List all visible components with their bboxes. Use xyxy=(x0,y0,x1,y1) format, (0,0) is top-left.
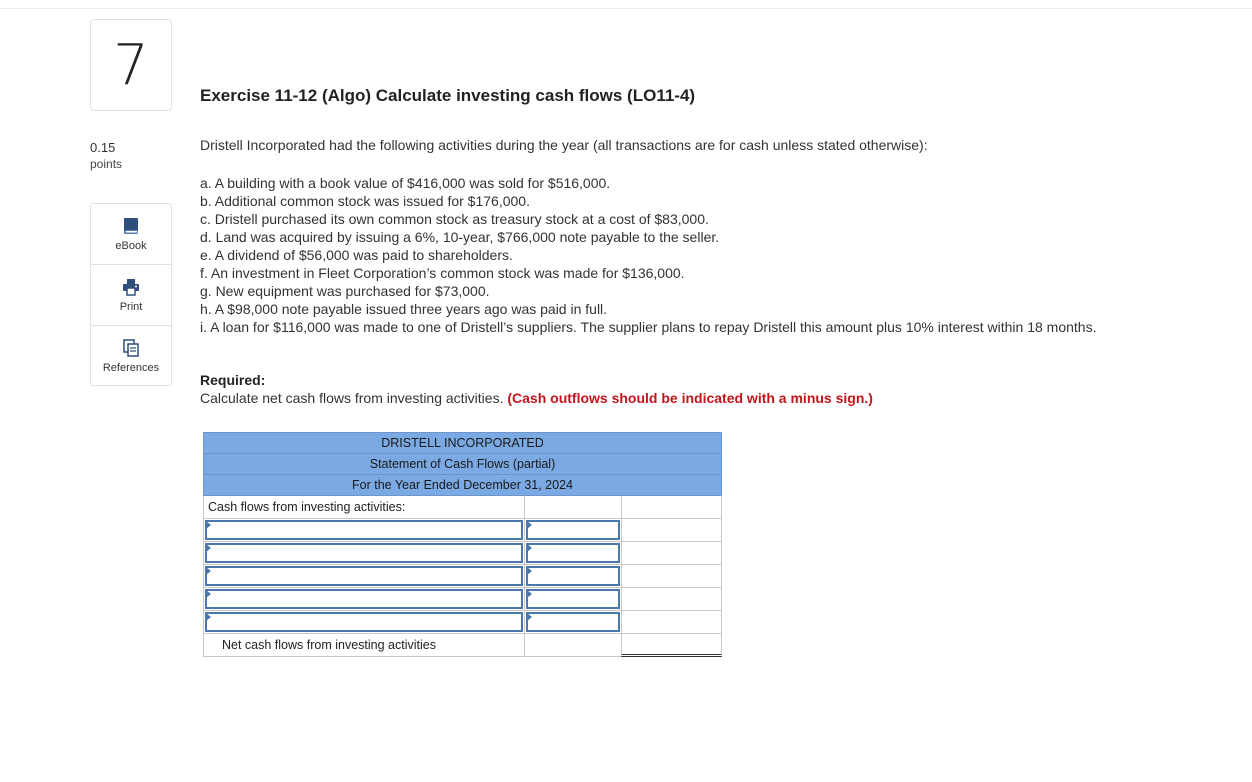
label-input-cell xyxy=(203,588,524,611)
amount-input[interactable] xyxy=(526,543,620,563)
statement-company: DRISTELL INCORPORATED xyxy=(203,432,722,454)
activity-list xyxy=(200,174,1140,336)
amount-input-cell xyxy=(524,519,621,542)
table-row xyxy=(203,542,722,565)
activity-item: i. A loan for $116,000 was made to one of Dristell’s suppliers. The supplier plans to repay Dristell this amount plus 10% interest within 18 months. xyxy=(200,319,1097,335)
references-icon xyxy=(122,339,140,357)
table-row xyxy=(203,588,722,611)
top-divider xyxy=(0,8,1252,9)
total-cell xyxy=(621,611,722,634)
required-note: (Cash outflows should be indicated with a minus sign.) xyxy=(507,390,873,406)
tool-panel xyxy=(90,203,172,386)
activity-label-input[interactable] xyxy=(205,589,523,609)
amount-input[interactable] xyxy=(526,589,620,609)
label-input-cell xyxy=(203,542,524,565)
table-row xyxy=(203,565,722,588)
label-input-cell xyxy=(203,611,524,634)
total-cell xyxy=(621,542,722,565)
amount-input-cell xyxy=(524,542,621,565)
net-label-cell xyxy=(203,634,524,657)
points-value: 0.15 xyxy=(90,140,116,155)
statement-period: For the Year Ended December 31, 2024 xyxy=(203,474,722,496)
table-row xyxy=(203,611,722,634)
activity-item: e. A dividend of $56,000 was paid to shareholders. xyxy=(200,247,513,263)
total-cell xyxy=(621,588,722,611)
required-heading: Required: xyxy=(200,372,266,388)
intro-text: Dristell Incorporated had the following activities during the year (all transactions are for cash unless stated otherwise): xyxy=(200,137,928,153)
label-input-cell xyxy=(203,519,524,542)
total-cell xyxy=(621,519,722,542)
statement-name: Statement of Cash Flows (partial) xyxy=(203,453,722,475)
references-button[interactable] xyxy=(91,326,171,387)
activity-item: h. A $98,000 note payable issued three years ago was paid in full. xyxy=(200,301,608,317)
net-total-value xyxy=(621,634,722,657)
section-label: Cash flows from investing activities: xyxy=(208,500,406,514)
amount-input-cell xyxy=(524,565,621,588)
activity-label-input[interactable] xyxy=(205,566,523,586)
amount-cell xyxy=(524,496,621,519)
amount-input[interactable] xyxy=(526,520,620,540)
activity-item: d. Land was acquired by issuing a 6%, 10-year, $766,000 note payable to the seller. xyxy=(200,229,720,245)
amount-input[interactable] xyxy=(526,566,620,586)
print-button[interactable] xyxy=(91,265,171,326)
table-row xyxy=(203,519,722,542)
exercise-title: Exercise 11-12 (Algo) Calculate investing cash flows (LO11-4) xyxy=(200,86,696,105)
amount-input-cell xyxy=(524,588,621,611)
activity-item: c. Dristell purchased its own common stock as treasury stock at a cost of $83,000. xyxy=(200,211,709,227)
activity-label-input[interactable] xyxy=(205,612,523,632)
ebook-button[interactable] xyxy=(91,204,171,265)
activity-item: g. New equipment was purchased for $73,000. xyxy=(200,283,490,299)
printer-icon xyxy=(122,278,140,296)
activity-item: b. Additional common stock was issued for $176,000. xyxy=(200,193,530,209)
activity-item: f. An investment in Fleet Corporation’s common stock was made for $136,000. xyxy=(200,265,685,281)
required-text xyxy=(200,390,873,406)
amount-input[interactable] xyxy=(526,612,620,632)
net-label: Net cash flows from investing activities xyxy=(222,638,436,652)
activity-label-input[interactable] xyxy=(205,520,523,540)
label-input-cell xyxy=(203,565,524,588)
book-icon xyxy=(122,217,140,235)
amount-input-cell xyxy=(524,611,621,634)
total-cell xyxy=(621,496,722,519)
section-row xyxy=(203,496,722,519)
amount-cell xyxy=(524,634,621,657)
section-label-cell xyxy=(203,496,524,519)
activity-item: a. A building with a book value of $416,000 was sold for $516,000. xyxy=(200,175,611,191)
required-instruction: Calculate net cash flows from investing activities. xyxy=(200,390,504,406)
net-total-row xyxy=(203,634,722,657)
points-label: points xyxy=(90,157,123,171)
print-label: Print xyxy=(119,300,143,313)
question-number: 7 xyxy=(90,19,172,111)
ebook-label: eBook xyxy=(115,239,147,252)
total-cell xyxy=(621,565,722,588)
references-label: References xyxy=(102,362,160,374)
activity-label-input[interactable] xyxy=(205,543,523,563)
cash-flow-statement xyxy=(203,432,722,657)
